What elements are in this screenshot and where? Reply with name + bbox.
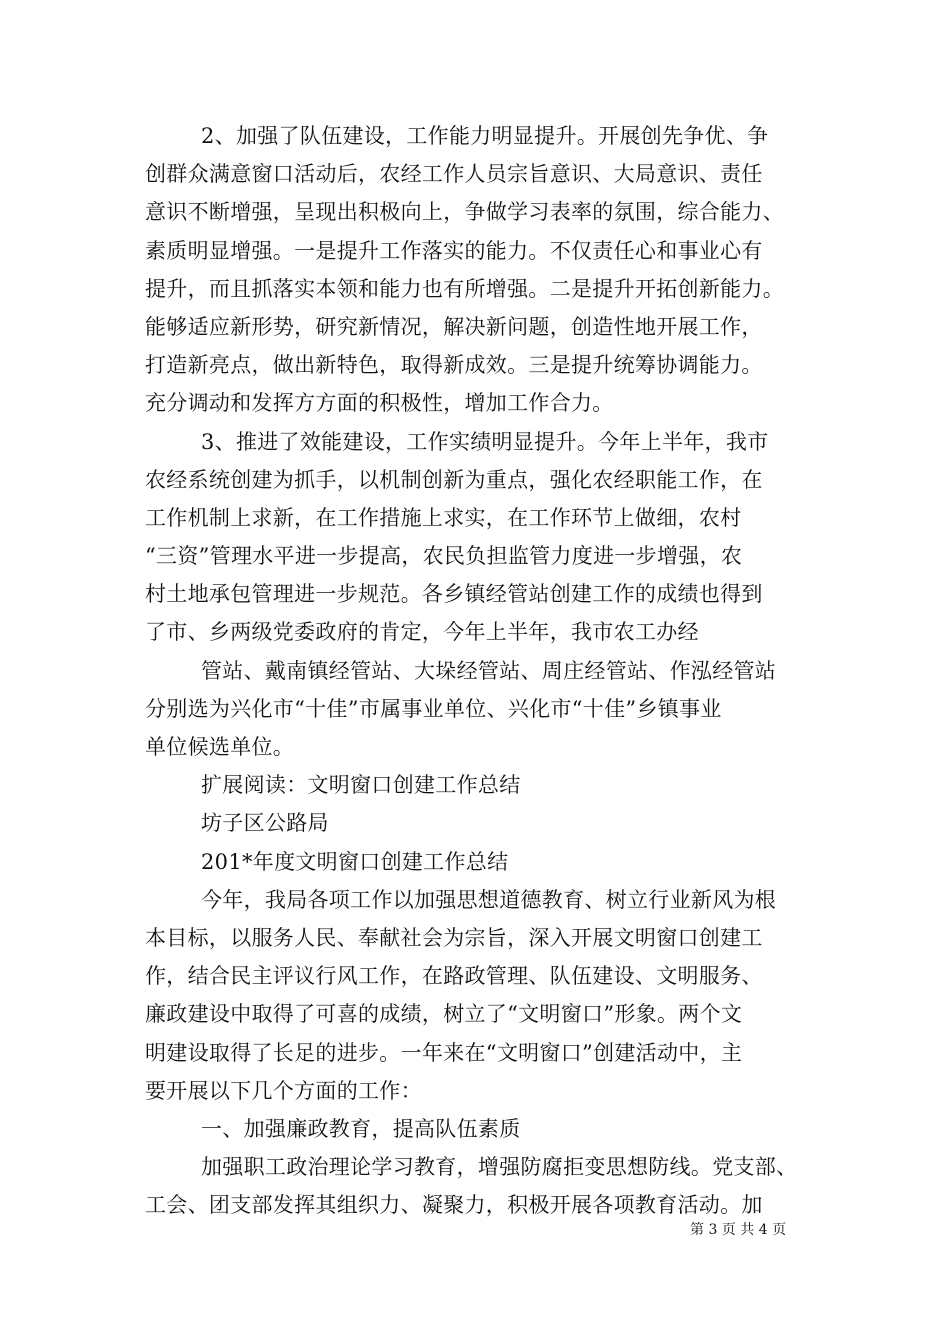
paragraph-team-building — [145, 117, 825, 423]
text-line: 提升，而且抓落实本领和能力也有所增强。二是提升开拓创新能力。 — [145, 276, 784, 301]
text-line: 了市、乡两级党委政府的肯定，今年上半年，我市农工办经 — [145, 620, 699, 645]
text-line: 打造新亮点，做出新特色，取得新成效。三是提升统筹协调能力。 — [145, 353, 763, 378]
text-line: 素质明显增强。一是提升工作落实的能力。不仅责任心和事业心有 — [145, 238, 763, 263]
text-line: 工作机制上求新，在工作措施上求实，在工作环节上做细，农村 — [145, 505, 742, 530]
text-line: 明建设取得了长足的进步。一年来在“文明窗口”创建活动中，主 — [145, 1040, 743, 1065]
organization-name — [145, 804, 825, 842]
text-line: 坊子区公路局 — [201, 811, 329, 836]
section-heading-integrity-education — [145, 1110, 825, 1148]
document-body — [145, 117, 825, 1224]
text-line: 意识不断增强，呈现出积极向上，争做学习表率的氛围，综合能力、 — [145, 200, 784, 225]
text-line: 创群众满意窗口活动后，农经工作人员宗旨意识、大局意识、责任 — [145, 162, 763, 187]
text-line: 2、加强了队伍建设，工作能力明显提升。开展创先争优、争 — [201, 124, 769, 148]
text-line: 廉政建设中取得了可喜的成绩，树立了“文明窗口”形象。两个文 — [145, 1002, 743, 1027]
text-line: 扩展阅读：文明窗口创建工作总结 — [201, 773, 521, 798]
text-line: 作，结合民主评议行风工作，在路政管理、队伍建设、文明服务、 — [145, 964, 763, 989]
text-line: 充分调动和发挥方方面的积极性，增加工作合力。 — [145, 391, 614, 416]
text-line: 201*年度文明窗口创建工作总结 — [201, 849, 509, 874]
paragraph-intro — [145, 881, 825, 1110]
text-line: 农经系统创建为抓手，以机制创新为重点，强化农经职能工作，在 — [145, 467, 763, 492]
text-line: 工会、团支部发挥其组织力、凝聚力，积极开展各项教育活动。加 — [145, 1193, 763, 1218]
paragraph-efficiency-building — [145, 423, 825, 652]
text-line: 村土地承包管理进一步规范。各乡镇经管站创建工作的成绩也得到 — [145, 582, 763, 607]
extended-reading-heading — [145, 766, 825, 804]
text-line: 能够适应新形势，研究新情况，解决新问题，创造性地开展工作， — [145, 314, 763, 339]
text-line: 3、推进了效能建设，工作实绩明显提升。今年上半年，我市 — [201, 429, 769, 454]
text-line: 管站、戴南镇经管站、大垛经管站、周庄经管站、作泓经管站 — [201, 658, 777, 683]
report-title — [145, 843, 825, 881]
page-number-footer: 第 3 页 共 4 页 — [690, 1222, 787, 1238]
text-line: 一、加强廉政教育，提高队伍素质 — [201, 1116, 521, 1141]
text-line: 加强职工政治理论学习教育，增强防腐拒变思想防线。党支部、 — [201, 1155, 798, 1180]
text-line: “三资”管理水平进一步提高，农民负担监管力度进一步增强，农 — [145, 544, 743, 569]
text-line: 本目标，以服务人民、奉献社会为宗旨，深入开展文明窗口创建工 — [145, 925, 763, 950]
paragraph-station-list — [145, 652, 825, 767]
paragraph-political-study — [145, 1148, 825, 1224]
text-line: 今年，我局各项工作以加强思想道德教育、树立行业新风为根 — [201, 887, 777, 912]
text-line: 分别选为兴化市“十佳”市属事业单位、兴化市“十佳”乡镇事业 — [145, 696, 722, 721]
text-line: 要开展以下几个方面的工作： — [145, 1078, 422, 1103]
text-line: 单位候选单位。 — [145, 735, 295, 759]
